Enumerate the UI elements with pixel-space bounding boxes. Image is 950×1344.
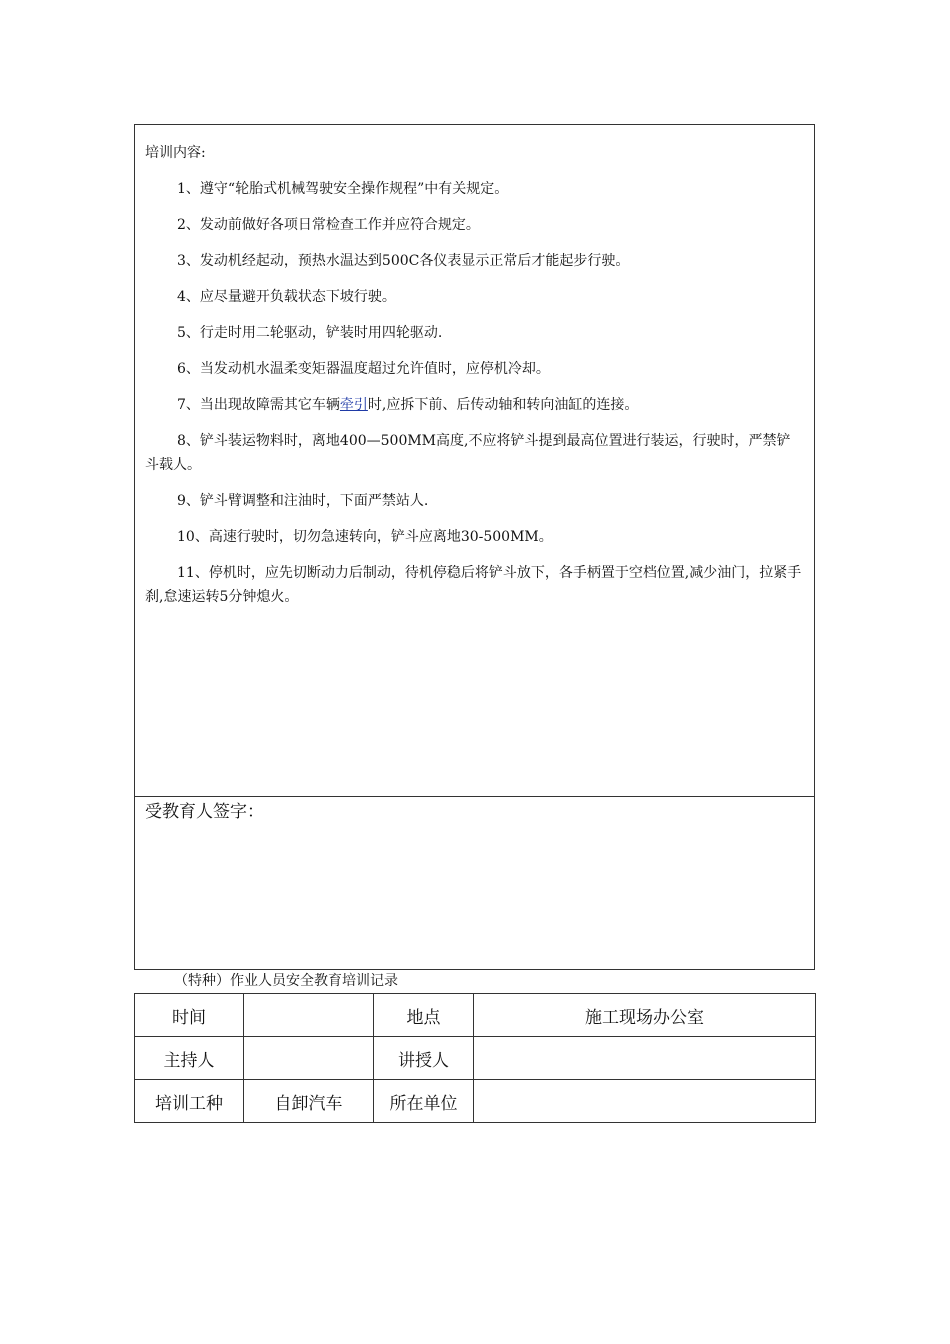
signature-cell xyxy=(135,797,814,969)
table-row xyxy=(135,994,816,1037)
job-type-value: 自卸汽车 xyxy=(244,1080,374,1123)
content-item-7-before: 7、当出现故障需其它车辆 xyxy=(177,397,340,413)
content-heading: 培训内容: xyxy=(145,145,206,161)
content-item-2: 2、发动前做好各项日常检查工作并应符合规定。 xyxy=(177,217,480,233)
training-content-cell xyxy=(135,125,814,797)
content-item-5: 5、行走时用二轮驱动，铲装时用四轮驱动. xyxy=(177,325,443,341)
lecturer-label: 讲授人 xyxy=(374,1037,474,1080)
content-item-8: 8、铲斗装运物料时，离地400—500MM高度,不应将铲斗提到最高位置进行装运，行驶时，严禁铲斗载人。 xyxy=(145,433,791,473)
job-type-label: 培训工种 xyxy=(135,1080,244,1123)
time-label: 时间 xyxy=(135,994,244,1037)
table-row xyxy=(135,1037,816,1080)
location-value: 施工现场办公室 xyxy=(474,994,816,1037)
content-item-10: 10、高速行驶时，切勿急速转向，铲斗应离地30-500MM。 xyxy=(177,529,553,545)
content-item-6: 6、当发动机水温柔变矩器温度超过允许值时，应停机冷却。 xyxy=(177,361,550,377)
content-item-1: 1、遵守“轮胎式机械驾驶安全操作规程”中有关规定。 xyxy=(177,181,509,197)
content-item-7-after: 时,应拆下前、后传动轴和转向油缸的连接。 xyxy=(367,397,639,413)
time-value xyxy=(244,994,374,1037)
training-form xyxy=(134,124,815,970)
content-item-7 xyxy=(145,393,804,417)
lecturer-value xyxy=(474,1037,816,1080)
host-value xyxy=(244,1037,374,1080)
content-item-4: 4、应尽量避开负载状态下坡行驶。 xyxy=(177,289,396,305)
unit-value xyxy=(474,1080,816,1123)
content-item-11: 11、停机时，应先切断动力后制动，待机停稳后将铲斗放下，各手柄置于空档位置,减少油门，拉紧手刹,怠速运转5分钟熄火。 xyxy=(145,565,802,605)
record-info-table xyxy=(134,993,816,1123)
content-item-9: 9、铲斗臂调整和注油时，下面严禁站人. xyxy=(177,493,429,509)
signature-label: 受教育人签字： xyxy=(145,802,264,822)
host-label: 主持人 xyxy=(135,1037,244,1080)
location-label: 地点 xyxy=(374,994,474,1037)
table-row xyxy=(135,1080,816,1123)
content-item-3: 3、发动机经起动，预热水温达到500C各仪表显示正常后才能起步行驶。 xyxy=(177,253,630,269)
unit-label: 所在单位 xyxy=(374,1080,474,1123)
record-caption: （特种）作业人员安全教育培训记录 xyxy=(174,973,398,989)
tow-link[interactable]: 牵引 xyxy=(339,397,368,413)
